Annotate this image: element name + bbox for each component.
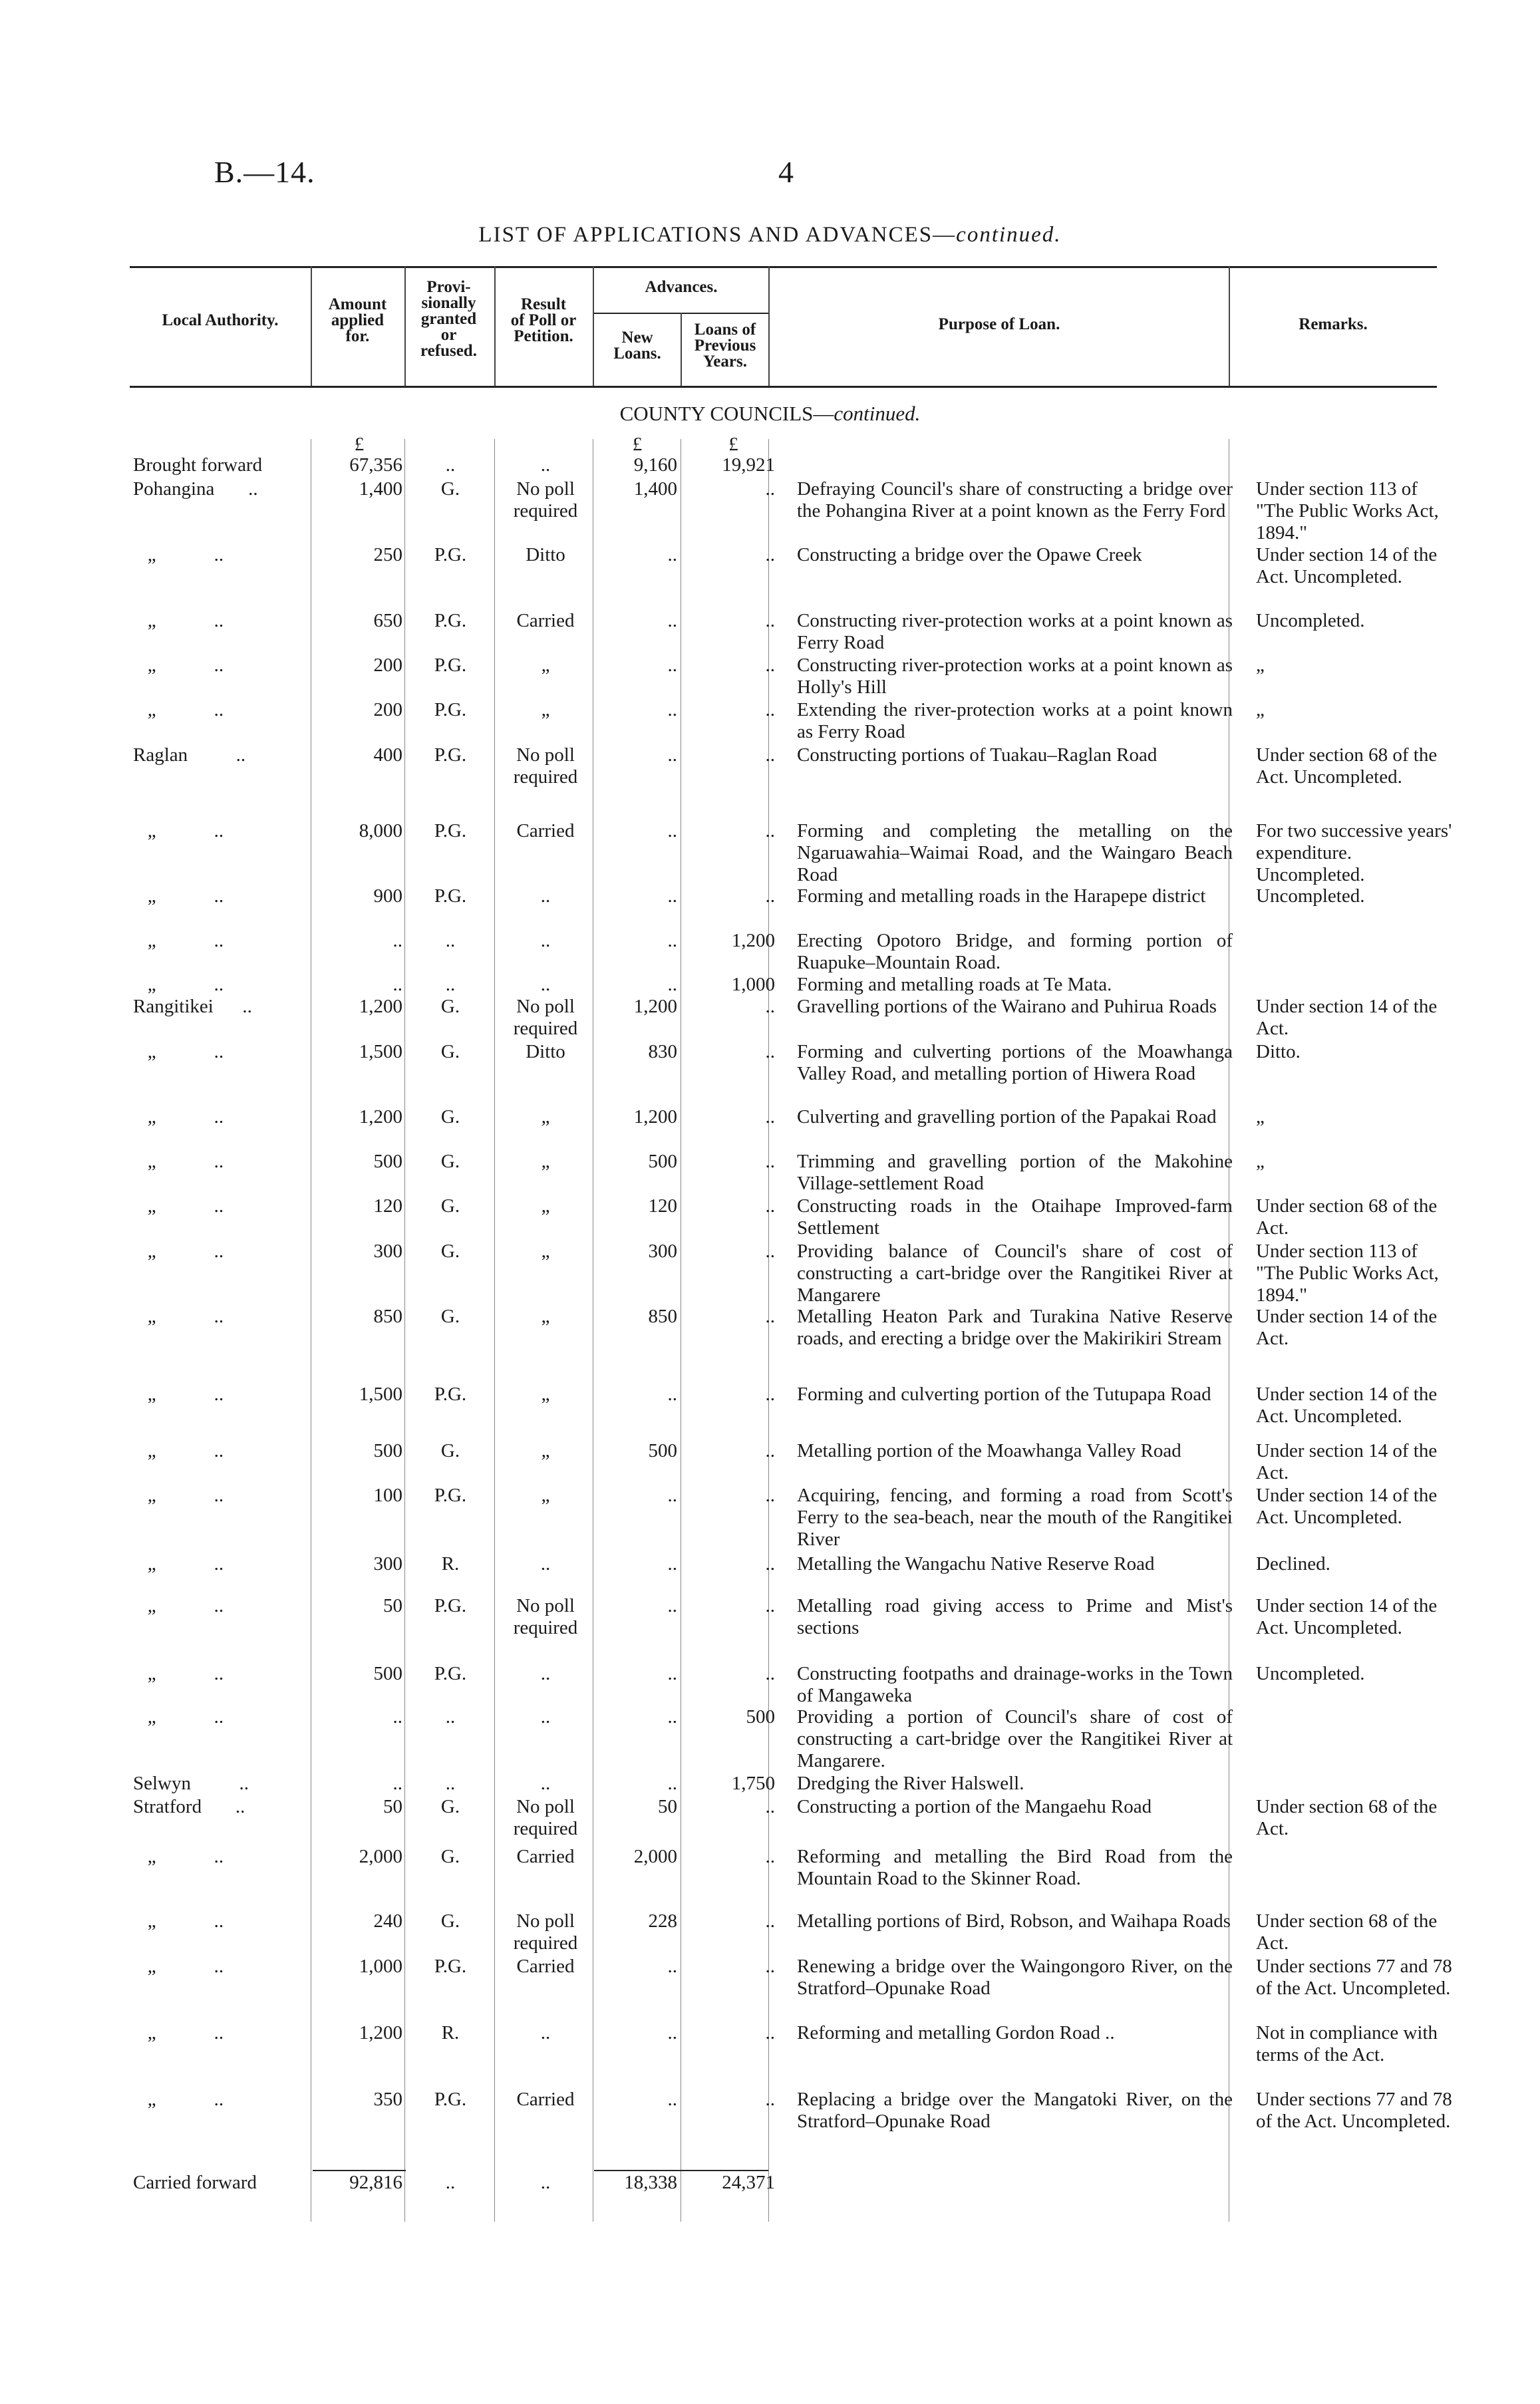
- row-3-amt: 650: [373, 610, 402, 631]
- row-13-prev: ..: [765, 1106, 775, 1127]
- row-30-prev: ..: [765, 2022, 775, 2043]
- row-4-prov: P.G.: [434, 655, 467, 676]
- row-25-prov: ..: [445, 1773, 456, 1794]
- row-19-new: 500: [648, 1440, 677, 1461]
- row-32-amt: 92,816: [349, 2172, 402, 2193]
- row-24-prev: 500: [746, 1706, 775, 1728]
- row-4-rem: „: [1256, 655, 1265, 676]
- row-7-auth: „ ..: [133, 820, 224, 841]
- row-27-purp: Reforming and metalling the Bird Road from the Mountain Road to the Skinner Road.: [797, 1846, 1233, 1889]
- row-27-amt: 2,000: [359, 1846, 402, 1867]
- row-22-rem: Under section 14 of the Act. Uncompleted.: [1256, 1595, 1438, 1638]
- row-28-new: 228: [648, 1910, 677, 1932]
- row-16-prev: ..: [765, 1241, 775, 1262]
- row-26-res: No poll required: [513, 1796, 578, 1839]
- row-25-res: ..: [540, 1773, 551, 1794]
- currency-amount: £: [354, 434, 365, 455]
- row-19-amt: 500: [373, 1440, 402, 1461]
- row-23-prev: ..: [765, 1663, 775, 1684]
- row-19-prev: ..: [765, 1440, 775, 1461]
- row-22-auth: „ ..: [133, 1595, 224, 1616]
- row-12-new: 830: [648, 1041, 677, 1062]
- row-17-res: „: [541, 1306, 550, 1327]
- currency-prev: £: [728, 434, 738, 455]
- row-28-rem: Under section 68 of the Act.: [1256, 1910, 1438, 1954]
- row-16-auth: „ ..: [133, 1241, 224, 1262]
- row-18-prov: P.G.: [434, 1384, 467, 1405]
- row-18-prev: ..: [765, 1384, 775, 1405]
- row-2-rem: Under section 14 of the Act. Uncompleted.: [1256, 544, 1438, 587]
- row-3-auth: „ ..: [133, 610, 224, 631]
- row-25-new: ..: [667, 1773, 677, 1794]
- row-20-rem: Under section 14 of the Act. Uncompleted.: [1256, 1485, 1438, 1528]
- row-32-prev: 24,371: [722, 2172, 775, 2193]
- row-19-auth: „ ..: [133, 1440, 224, 1461]
- row-32-auth: Carried forward: [133, 2172, 257, 2193]
- row-21-rem: Declined.: [1256, 1553, 1330, 1575]
- row-1-prev: ..: [765, 478, 775, 500]
- row-0-amt: 67,356: [349, 454, 402, 476]
- row-3-rem: Uncompleted.: [1256, 610, 1365, 631]
- row-27-prev: ..: [765, 1846, 775, 1867]
- row-8-prev: ..: [765, 885, 775, 907]
- row-12-res: Ditto: [526, 1041, 565, 1062]
- title-continued: continued.: [956, 223, 1062, 247]
- row-9-prev: 1,200: [731, 930, 775, 951]
- row-9-res: ..: [540, 930, 551, 951]
- row-21-auth: „ ..: [133, 1553, 224, 1575]
- row-26-prov: G.: [440, 1796, 460, 1817]
- row-31-amt: 350: [373, 2089, 402, 2110]
- row-26-purp: Constructing a portion of the Mangaehu Road: [797, 1796, 1152, 1817]
- row-9-prov: ..: [445, 930, 456, 951]
- row-30-purp: Reforming and metalling Gordon Road ..: [797, 2022, 1115, 2043]
- row-9-new: ..: [667, 930, 677, 951]
- row-30-auth: „ ..: [133, 2022, 224, 2043]
- row-11-amt: 1,200: [359, 996, 402, 1017]
- header-previous-loans: Loans of Previous Years.: [694, 321, 756, 371]
- row-4-res: „: [541, 655, 550, 676]
- row-32-prov: ..: [445, 2172, 456, 2193]
- row-12-rem: Ditto.: [1256, 1041, 1301, 1062]
- row-17-amt: 850: [373, 1306, 402, 1327]
- row-0-auth: Brought forward: [133, 454, 263, 476]
- row-12-purp: Forming and culverting portions of the Moawhanga Valley Road, and metalling portion of Hiwera Road: [797, 1041, 1233, 1084]
- row-11-auth: Rangitikei ..: [133, 996, 252, 1017]
- row-6-res: No poll required: [513, 744, 578, 788]
- row-15-auth: „ ..: [133, 1195, 224, 1217]
- row-6-new: ..: [667, 744, 677, 766]
- row-6-amt: 400: [373, 744, 402, 766]
- row-8-new: ..: [667, 885, 677, 907]
- header-remarks: Remarks.: [1299, 315, 1368, 333]
- row-29-new: ..: [667, 1956, 677, 1977]
- row-8-prov: P.G.: [434, 885, 467, 907]
- row-0-new: 9,160: [633, 454, 677, 476]
- row-16-rem: Under section 113 of "The Public Works Act, 1894.": [1256, 1241, 1439, 1306]
- page-number: 4: [778, 155, 794, 189]
- row-31-prov: P.G.: [434, 2089, 467, 2110]
- row-20-auth: „ ..: [133, 1485, 224, 1506]
- row-27-prov: G.: [440, 1846, 460, 1867]
- row-23-new: ..: [667, 1663, 677, 1684]
- section-heading: [0, 402, 1540, 426]
- row-26-prev: ..: [765, 1796, 775, 1817]
- row-24-amt: ..: [392, 1706, 402, 1728]
- row-13-purp: Culverting and gravelling portion of the Papakai Road: [797, 1106, 1217, 1127]
- row-22-new: ..: [667, 1595, 677, 1616]
- row-5-res: „: [541, 699, 550, 720]
- row-29-res: Carried: [516, 1956, 575, 1977]
- row-29-purp: Renewing a bridge over the Waingongoro River, on the Stratford–Opunake Road: [797, 1956, 1233, 1999]
- row-1-new: 1,400: [633, 478, 677, 500]
- currency-new: £: [632, 434, 643, 455]
- row-3-prov: P.G.: [434, 610, 467, 631]
- row-3-res: Carried: [516, 610, 575, 631]
- row-13-amt: 1,200: [359, 1106, 402, 1127]
- row-0-prev: 19,921: [722, 454, 775, 476]
- row-12-amt: 1,500: [359, 1041, 402, 1062]
- row-23-prov: P.G.: [434, 1663, 467, 1684]
- page-reference: B.—14.: [214, 155, 315, 189]
- row-6-rem: Under section 68 of the Act. Uncompleted.: [1256, 744, 1438, 788]
- section-continued: continued.: [834, 402, 921, 425]
- row-15-res: „: [541, 1195, 550, 1217]
- row-30-prov: R.: [441, 2022, 460, 2043]
- row-23-amt: 500: [373, 1663, 402, 1684]
- row-16-new: 300: [648, 1241, 677, 1262]
- row-2-res: Ditto: [526, 544, 565, 565]
- row-1-prov: G.: [440, 478, 460, 500]
- row-4-amt: 200: [373, 655, 402, 676]
- row-11-rem: Under section 14 of the Act.: [1256, 996, 1438, 1039]
- header-bottom-rule: [130, 386, 1437, 388]
- row-21-amt: 300: [373, 1553, 402, 1575]
- row-13-prov: G.: [440, 1106, 460, 1127]
- row-25-amt: ..: [392, 1773, 402, 1794]
- row-23-rem: Uncompleted.: [1256, 1663, 1365, 1684]
- row-15-new: 120: [648, 1195, 677, 1217]
- column-separator: [311, 266, 312, 386]
- row-28-prev: ..: [765, 1910, 775, 1932]
- row-8-res: ..: [540, 885, 551, 907]
- row-13-auth: „ ..: [133, 1106, 224, 1127]
- row-18-rem: Under section 14 of the Act. Uncompleted.: [1256, 1384, 1438, 1427]
- row-30-new: ..: [667, 2022, 677, 2043]
- row-8-amt: 900: [373, 885, 402, 907]
- row-18-purp: Forming and culverting portion of the Tutupapa Road: [797, 1384, 1211, 1405]
- row-17-prov: G.: [440, 1306, 460, 1327]
- header-local-authority: Local Authority.: [162, 311, 279, 329]
- row-11-purp: Gravelling portions of the Wairano and Puhirua Roads: [797, 996, 1217, 1017]
- row-31-auth: „ ..: [133, 2089, 224, 2110]
- row-24-purp: Providing a portion of Council's share of cost of constructing a cart-bridge over the Rangitikei River at Mangarere.: [797, 1706, 1233, 1771]
- row-31-prev: ..: [765, 2089, 775, 2110]
- row-10-new: ..: [667, 974, 677, 995]
- row-4-prev: ..: [765, 655, 775, 676]
- row-28-amt: 240: [373, 1910, 402, 1932]
- row-31-purp: Replacing a bridge over the Mangatoki River, on the Stratford–Opunake Road: [797, 2089, 1233, 2132]
- row-22-prov: P.G.: [434, 1595, 467, 1616]
- row-13-res: „: [541, 1106, 550, 1127]
- row-28-res: No poll required: [513, 1910, 578, 1954]
- row-10-prov: ..: [445, 974, 456, 995]
- row-4-purp: Constructing river-protection works at a point known as Holly's Hill: [797, 655, 1233, 698]
- row-2-prov: P.G.: [434, 544, 467, 565]
- row-17-auth: „ ..: [133, 1306, 224, 1327]
- row-11-prov: G.: [440, 996, 460, 1017]
- row-29-prov: P.G.: [434, 1956, 467, 1977]
- row-17-rem: Under section 14 of the Act.: [1256, 1306, 1438, 1349]
- header-top-rule: [130, 266, 1437, 268]
- row-11-new: 1,200: [633, 996, 677, 1017]
- row-19-res: „: [541, 1440, 550, 1461]
- row-5-prev: ..: [765, 699, 775, 720]
- row-22-amt: 50: [383, 1595, 402, 1616]
- row-1-rem: Under section 113 of "The Public Works Act, 1894.": [1256, 478, 1439, 543]
- row-23-auth: „ ..: [133, 1663, 224, 1684]
- row-6-auth: Raglan ..: [133, 744, 246, 766]
- row-6-prev: ..: [765, 744, 775, 766]
- row-15-prov: G.: [440, 1195, 460, 1217]
- row-26-new: 50: [658, 1796, 677, 1817]
- row-10-auth: „ ..: [133, 974, 224, 995]
- row-27-new: 2,000: [633, 1846, 677, 1867]
- column-separator: [494, 439, 495, 2222]
- header-result: Result of Poll or Petition.: [510, 295, 577, 345]
- row-7-new: ..: [667, 820, 677, 841]
- row-20-res: „: [541, 1485, 550, 1506]
- header-provisional: Provi- sionally granted or refused.: [420, 278, 477, 360]
- row-7-purp: Forming and completing the metalling on the Ngaruawahia–Waimai Road, and the Waingaro Beach Road: [797, 820, 1233, 885]
- row-18-new: ..: [667, 1384, 677, 1405]
- row-31-rem: Under sections 77 and 78 of the Act. Uncompleted.: [1256, 2089, 1452, 2132]
- row-16-res: „: [541, 1241, 550, 1262]
- row-13-rem: „: [1256, 1106, 1265, 1127]
- row-26-rem: Under section 68 of the Act.: [1256, 1796, 1438, 1839]
- row-14-purp: Trimming and gravelling portion of the Makohine Village-settlement Road: [797, 1151, 1233, 1194]
- row-15-amt: 120: [373, 1195, 402, 1217]
- row-4-auth: „ ..: [133, 655, 224, 676]
- row-15-prev: ..: [765, 1195, 775, 1217]
- row-5-purp: Extending the river-protection works at a point known as Ferry Road: [797, 699, 1233, 742]
- row-1-purp: Defraying Council's share of constructing a bridge over the Pohangina River at a point known as the Ferry Ford: [797, 478, 1233, 522]
- row-17-purp: Metalling Heaton Park and Turakina Native Reserve roads, and erecting a bridge over the Makirikiri Stream: [797, 1306, 1233, 1349]
- row-5-new: ..: [667, 699, 677, 720]
- row-14-new: 500: [648, 1151, 677, 1172]
- row-29-rem: Under sections 77 and 78 of the Act. Uncompleted.: [1256, 1956, 1452, 1999]
- page-title: [0, 223, 1540, 247]
- row-2-purp: Constructing a bridge over the Opawe Creek: [797, 544, 1142, 565]
- row-2-auth: „ ..: [133, 544, 224, 565]
- row-8-rem: Uncompleted.: [1256, 885, 1365, 907]
- row-10-amt: ..: [392, 974, 402, 995]
- row-15-purp: Constructing roads in the Otaihape Improved-farm Settlement: [797, 1195, 1233, 1239]
- row-8-purp: Forming and metalling roads in the Harapepe district: [797, 885, 1206, 907]
- total-box-amount-top: [313, 2170, 406, 2171]
- header-amount: Amount applied for.: [328, 295, 387, 345]
- row-14-auth: „ ..: [133, 1151, 224, 1172]
- row-5-rem: „: [1256, 699, 1265, 720]
- row-23-purp: Constructing footpaths and drainage-works in the Town of Mangaweka: [797, 1663, 1233, 1706]
- row-28-auth: „ ..: [133, 1910, 224, 1932]
- row-21-res: ..: [540, 1553, 551, 1575]
- row-20-purp: Acquiring, fencing, and forming a road from Scott's Ferry to the sea-beach, near the mouth of the Rangitikei River: [797, 1485, 1233, 1550]
- row-22-res: No poll required: [513, 1595, 578, 1638]
- row-27-auth: „ ..: [133, 1846, 224, 1867]
- row-19-prov: G.: [440, 1440, 460, 1461]
- row-22-prev: ..: [765, 1595, 775, 1616]
- row-30-res: ..: [540, 2022, 551, 2043]
- row-19-purp: Metalling portion of the Moawhanga Valley Road: [797, 1440, 1181, 1461]
- row-6-prov: P.G.: [434, 744, 467, 766]
- row-4-new: ..: [667, 655, 677, 676]
- header-new-loans: New Loans.: [613, 329, 661, 363]
- row-21-purp: Metalling the Wangachu Native Reserve Road: [797, 1553, 1155, 1575]
- row-3-prev: ..: [765, 610, 775, 631]
- row-14-amt: 500: [373, 1151, 402, 1172]
- row-5-prov: P.G.: [434, 699, 467, 720]
- row-11-prev: ..: [765, 996, 775, 1017]
- row-7-prev: ..: [765, 820, 775, 841]
- row-16-prov: G.: [440, 1241, 460, 1262]
- row-29-prev: ..: [765, 1956, 775, 1977]
- row-23-res: ..: [540, 1663, 551, 1684]
- row-21-prov: R.: [441, 1553, 460, 1575]
- row-11-res: No poll required: [513, 996, 578, 1039]
- column-separator: [404, 439, 405, 2222]
- row-20-prev: ..: [765, 1485, 775, 1506]
- row-5-amt: 200: [373, 699, 402, 720]
- row-7-amt: 8,000: [359, 820, 402, 841]
- row-30-amt: 1,200: [359, 2022, 402, 2043]
- row-0-prov: ..: [445, 454, 456, 476]
- row-3-purp: Constructing river-protection works at a point known as Ferry Road: [797, 610, 1233, 653]
- row-31-new: ..: [667, 2089, 677, 2110]
- row-32-new: 18,338: [624, 2172, 677, 2193]
- row-7-res: Carried: [516, 820, 575, 841]
- row-20-new: ..: [667, 1485, 677, 1506]
- row-14-rem: „: [1256, 1151, 1265, 1172]
- row-10-res: ..: [540, 974, 551, 995]
- row-27-res: Carried: [516, 1846, 575, 1867]
- row-7-prov: P.G.: [434, 820, 467, 841]
- row-0-res: ..: [540, 454, 551, 476]
- row-17-new: 850: [648, 1306, 677, 1327]
- row-1-amt: 1,400: [359, 478, 402, 500]
- row-20-prov: P.G.: [434, 1485, 467, 1506]
- row-26-amt: 50: [383, 1796, 402, 1817]
- row-18-amt: 1,500: [359, 1384, 402, 1405]
- row-10-prev: 1,000: [731, 974, 775, 995]
- row-26-auth: Stratford ..: [133, 1796, 245, 1817]
- row-20-amt: 100: [373, 1485, 402, 1506]
- row-25-prev: 1,750: [731, 1773, 775, 1794]
- row-1-auth: Pohangina ..: [133, 478, 258, 500]
- row-15-rem: Under section 68 of the Act.: [1256, 1195, 1438, 1239]
- total-box-advances-top: [594, 2170, 768, 2171]
- row-30-rem: Not in compliance with terms of the Act.: [1256, 2022, 1438, 2065]
- row-16-purp: Providing balance of Council's share of cost of constructing a cart-bridge over the Rangitikei River at Mangarere: [797, 1241, 1233, 1306]
- row-1-res: No poll required: [513, 478, 578, 522]
- row-9-purp: Erecting Opotoro Bridge, and forming portion of Ruapuke–Mountain Road.: [797, 930, 1233, 973]
- title-main: LIST OF APPLICATIONS AND ADVANCES—: [478, 223, 957, 247]
- row-8-auth: „ ..: [133, 885, 224, 907]
- row-2-prev: ..: [765, 544, 775, 565]
- row-2-amt: 250: [373, 544, 402, 565]
- row-31-res: Carried: [516, 2089, 575, 2110]
- row-28-purp: Metalling portions of Bird, Robson, and Waihapa Roads: [797, 1910, 1231, 1932]
- row-25-auth: Selwyn ..: [133, 1773, 249, 1794]
- row-12-prev: ..: [765, 1041, 775, 1062]
- row-29-auth: „ ..: [133, 1956, 224, 1977]
- row-9-amt: ..: [392, 930, 402, 951]
- row-13-new: 1,200: [633, 1106, 677, 1127]
- row-10-purp: Forming and metalling roads at Te Mata.: [797, 974, 1112, 995]
- row-2-new: ..: [667, 544, 677, 565]
- row-21-prev: ..: [765, 1553, 775, 1575]
- row-5-auth: „ ..: [133, 699, 224, 720]
- row-9-auth: „ ..: [133, 930, 224, 951]
- row-7-rem: For two successive years' expenditure. Uncompleted.: [1256, 820, 1452, 885]
- row-25-purp: Dredging the River Halswell.: [797, 1773, 1024, 1794]
- header-purpose: Purpose of Loan.: [938, 315, 1060, 333]
- row-18-auth: „ ..: [133, 1384, 224, 1405]
- row-24-res: ..: [540, 1706, 551, 1728]
- row-18-res: „: [541, 1384, 550, 1405]
- header-advances: Advances.: [645, 278, 718, 296]
- row-22-purp: Metalling road giving access to Prime and Mist's sections: [797, 1595, 1233, 1638]
- row-24-new: ..: [667, 1706, 677, 1728]
- row-24-prov: ..: [445, 1706, 456, 1728]
- row-21-new: ..: [667, 1553, 677, 1575]
- row-28-prov: G.: [440, 1910, 460, 1932]
- row-32-res: ..: [540, 2172, 551, 2193]
- row-19-rem: Under section 14 of the Act.: [1256, 1440, 1438, 1483]
- row-6-purp: Constructing portions of Tuakau–Raglan Road: [797, 744, 1157, 766]
- section-main: COUNTY COUNCILS—: [619, 402, 834, 425]
- row-24-auth: „ ..: [133, 1706, 224, 1728]
- row-3-new: ..: [667, 610, 677, 631]
- row-16-amt: 300: [373, 1241, 402, 1262]
- row-17-prev: ..: [765, 1306, 775, 1327]
- row-29-amt: 1,000: [359, 1956, 402, 1977]
- row-12-prov: G.: [440, 1041, 460, 1062]
- row-14-res: „: [541, 1151, 550, 1172]
- row-14-prov: G.: [440, 1151, 460, 1172]
- row-12-auth: „ ..: [133, 1041, 224, 1062]
- row-14-prev: ..: [765, 1151, 775, 1172]
